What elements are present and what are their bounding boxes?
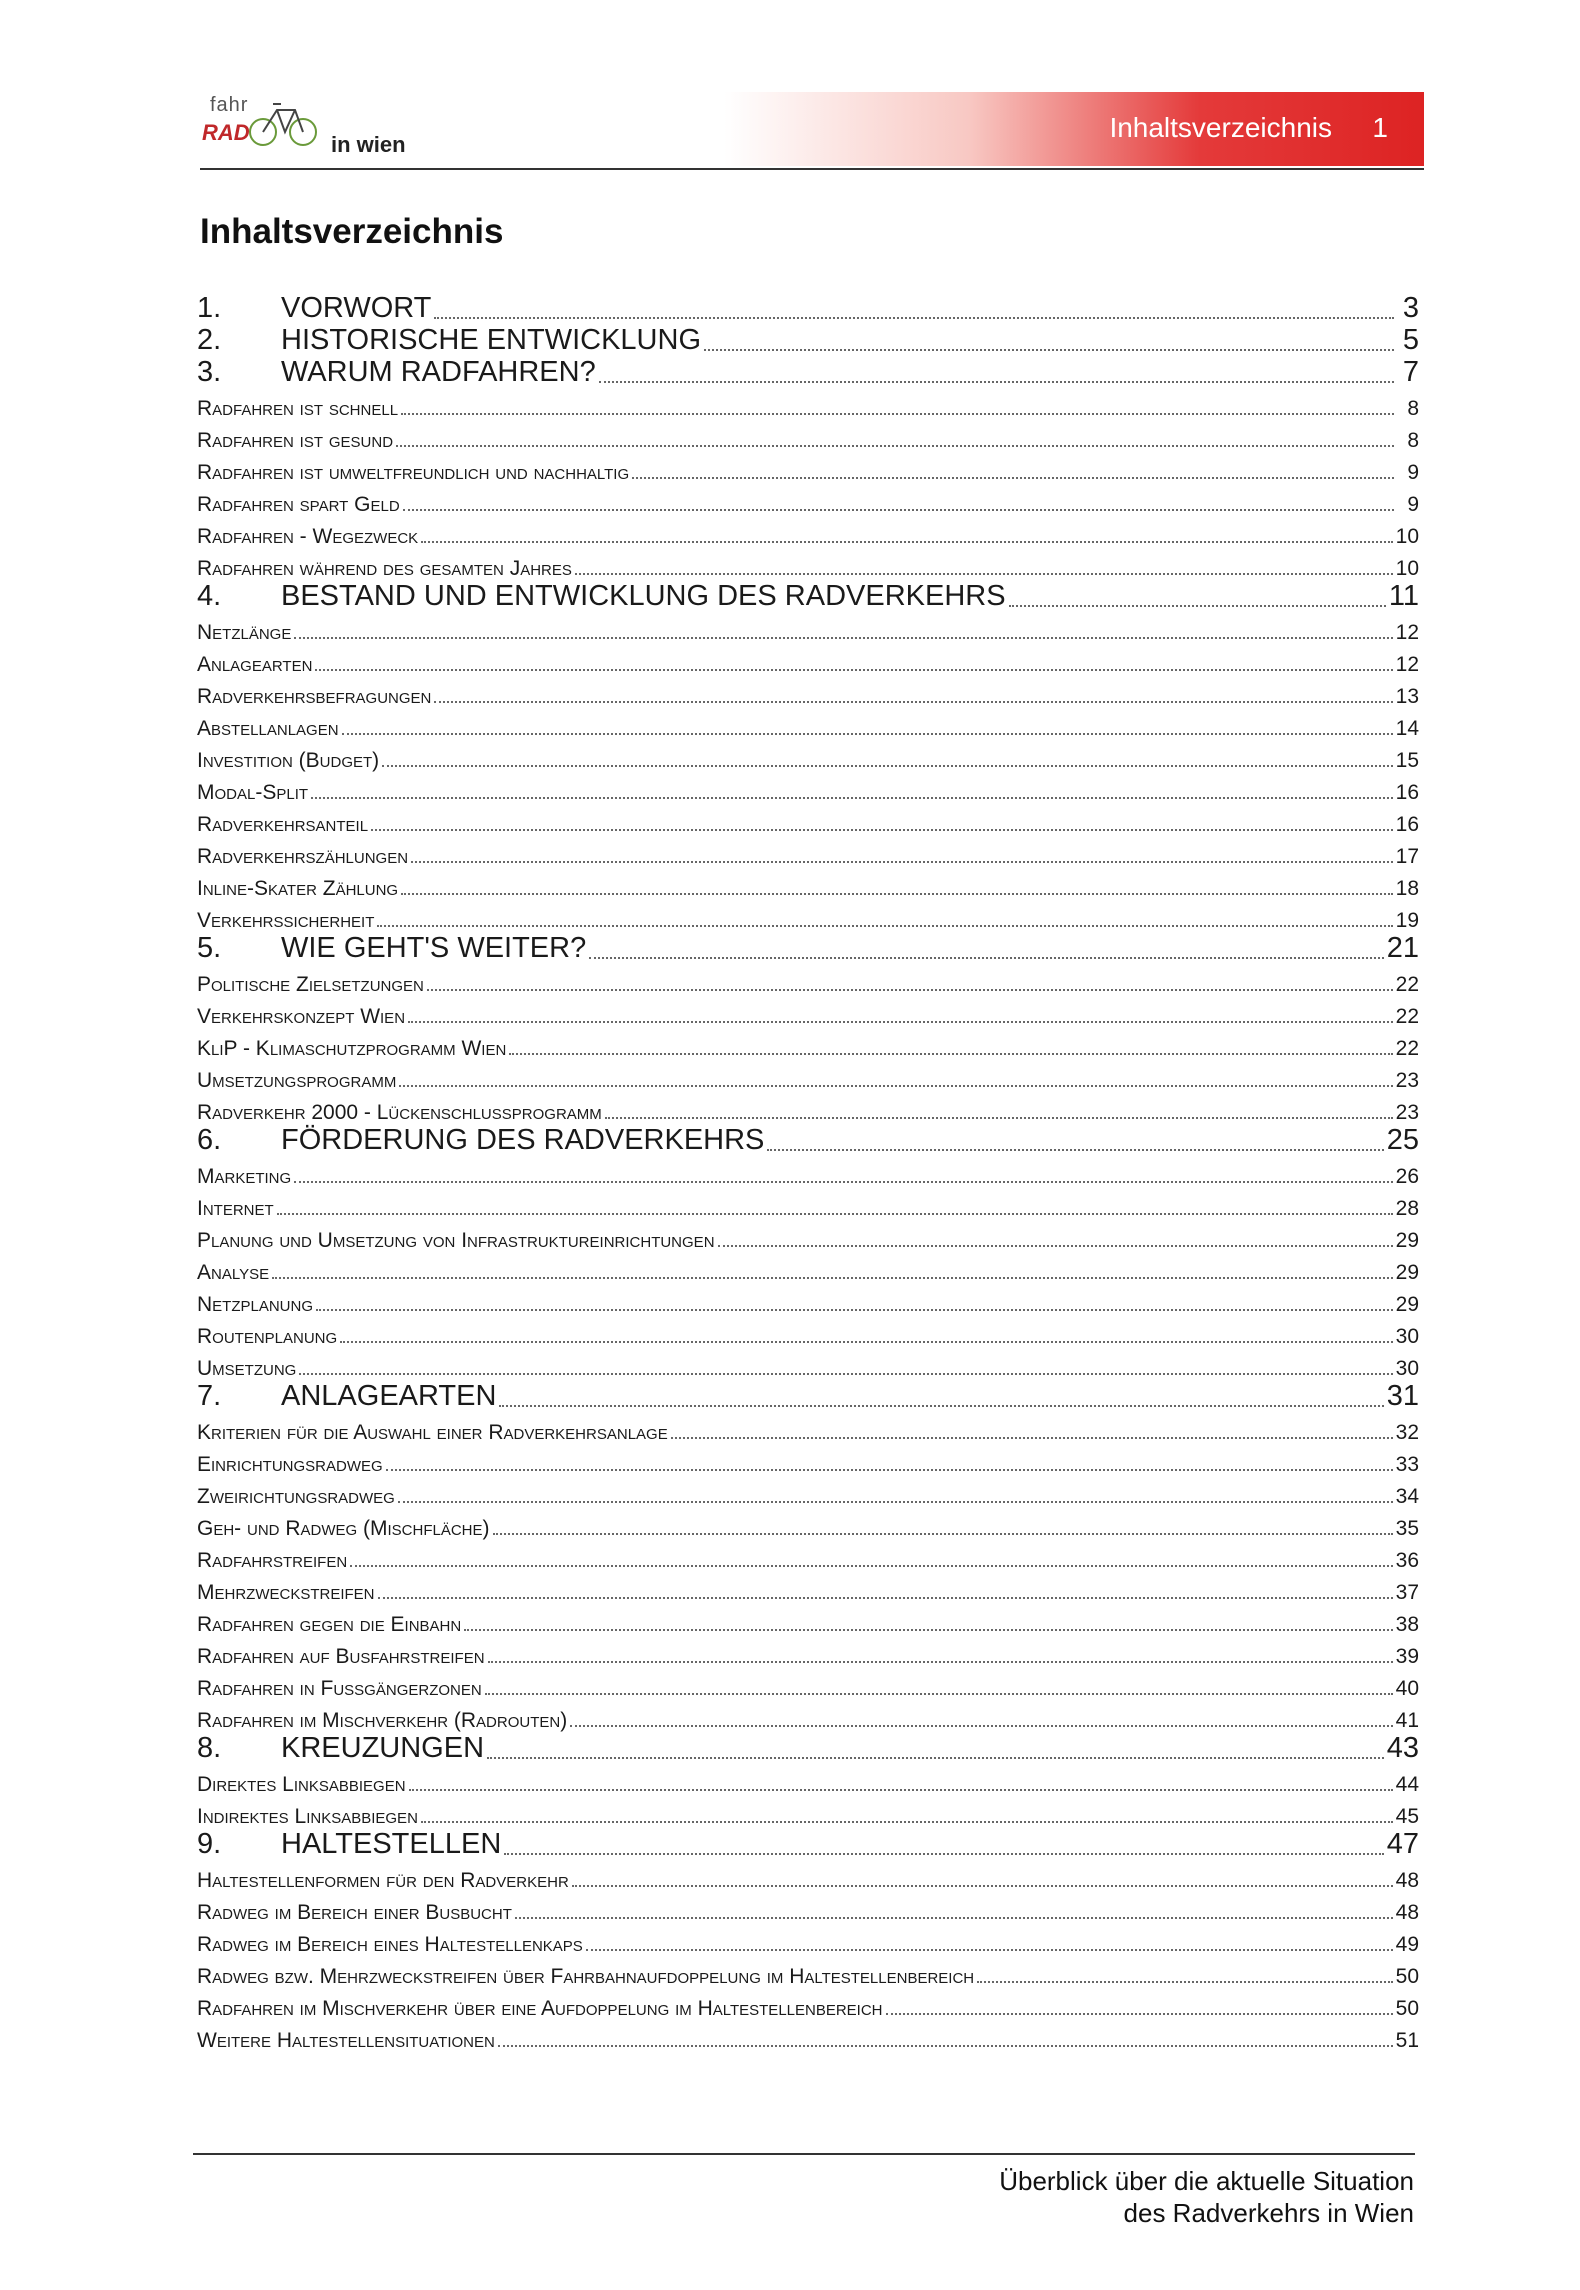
toc-page-number: 40 [1395, 1677, 1419, 1700]
toc-page-number: 30 [1395, 1325, 1419, 1348]
toc-entry[interactable] [197, 1317, 1419, 1349]
dot-leader [886, 2013, 1393, 2015]
toc-label: BESTAND UND ENTWICKLUNG DES RADVERKEHRS [281, 580, 1006, 612]
toc-page-number: 23 [1395, 1069, 1419, 1092]
section-title: Inhaltsverzeichnis [1109, 112, 1332, 143]
toc-page-number: 15 [1395, 749, 1419, 772]
toc-label: WIE GEHT'S WEITER? [281, 932, 587, 964]
toc-page-number: 50 [1395, 1965, 1419, 1988]
toc-page-number: 5 [1402, 324, 1419, 356]
toc-page-number: 29 [1395, 1261, 1419, 1284]
toc-label: Radverkehr 2000 - Lückenschlussprogramm [197, 1101, 602, 1124]
toc-page-number: 11 [1388, 580, 1419, 612]
toc-entry[interactable] [197, 645, 1419, 677]
fahrrad-logo [200, 90, 330, 170]
toc-entry[interactable] [197, 1189, 1419, 1221]
dot-leader [977, 1981, 1393, 1983]
dot-leader [299, 1373, 1392, 1375]
dot-leader [570, 1725, 1392, 1727]
toc-page-number: 17 [1395, 845, 1419, 868]
toc-page-number: 48 [1395, 1869, 1419, 1892]
dot-leader [316, 1309, 1393, 1311]
toc-entry[interactable] [197, 1925, 1419, 1957]
dot-leader [371, 829, 1393, 831]
toc-entry[interactable] [197, 1573, 1419, 1605]
toc-chapter-number: 2. [197, 324, 222, 356]
toc-page-number: 41 [1395, 1709, 1419, 1732]
toc-label: VORWORT [281, 292, 432, 324]
dot-leader [434, 701, 1392, 703]
toc-entry[interactable] [197, 421, 1419, 453]
dot-leader [488, 1661, 1393, 1663]
toc-label: FÖRDERUNG DES RADVERKEHRS [281, 1124, 765, 1156]
toc-entry[interactable] [197, 1861, 1419, 1893]
toc-label: Politische Zielsetzungen [197, 973, 424, 996]
toc-label: Radverkehrszählungen [197, 845, 409, 868]
toc-chapter[interactable] [197, 293, 1419, 325]
toc-entry[interactable] [197, 389, 1419, 421]
toc-entry[interactable] [197, 1285, 1419, 1317]
toc-entry[interactable] [197, 1413, 1419, 1445]
dot-leader [632, 477, 1394, 479]
dot-leader [599, 381, 1394, 383]
toc-chapter-number: 5. [197, 932, 222, 964]
toc-label: Abstellanlagen [197, 717, 339, 740]
toc-entry[interactable] [197, 741, 1419, 773]
toc-page-number: 29 [1395, 1293, 1419, 1316]
toc-page-number: 34 [1395, 1485, 1419, 1508]
toc-page-number: 18 [1395, 877, 1419, 900]
toc-entry[interactable] [197, 1157, 1419, 1189]
toc-page-number: 25 [1386, 1124, 1419, 1156]
toc-page-number: 13 [1395, 685, 1419, 708]
toc-label: Radweg im Bereich einer Busbucht [197, 1901, 512, 1924]
toc-chapter-number: 1. [197, 292, 222, 324]
dot-leader [515, 1917, 1393, 1919]
dot-leader [572, 1885, 1393, 1887]
toc-entry[interactable] [197, 773, 1419, 805]
toc-entry[interactable] [197, 869, 1419, 901]
toc-entry[interactable] [197, 2021, 1419, 2053]
footer-line-1: Überblick über die aktuelle Situation [999, 2166, 1414, 2196]
toc-entry[interactable] [197, 901, 1419, 933]
toc-entry[interactable] [197, 517, 1419, 549]
toc-page-number: 21 [1386, 932, 1419, 964]
toc-page-number: 9 [1407, 493, 1419, 516]
toc-page-number: 39 [1395, 1645, 1419, 1668]
toc-entry[interactable] [197, 1989, 1419, 2021]
toc-page-number: 9 [1407, 461, 1419, 484]
toc-label: HALTESTELLEN [281, 1828, 502, 1860]
toc-page-number: 36 [1395, 1549, 1419, 1572]
dot-leader [605, 1117, 1393, 1119]
toc-label: Radfahren ist umweltfreundlich und nachhaltig [197, 461, 630, 484]
toc-chapter-number: 9. [197, 1828, 222, 1860]
toc-chapter[interactable] [197, 325, 1419, 357]
toc-label: Einrichtungsradweg [197, 1453, 383, 1476]
toc-label: Verkehrskonzept Wien [197, 1005, 406, 1028]
dot-leader [342, 733, 1393, 735]
dot-leader [586, 1949, 1393, 1951]
dot-leader [411, 861, 1393, 863]
toc-entry[interactable] [197, 1029, 1419, 1061]
toc-label: KREUZUNGEN [281, 1732, 485, 1764]
toc-page-number: 23 [1395, 1101, 1419, 1124]
dot-leader [434, 317, 1394, 319]
toc-chapter-number: 3. [197, 356, 222, 388]
dot-leader [504, 1853, 1383, 1855]
toc-page-number: 37 [1395, 1581, 1419, 1604]
toc-page-number: 22 [1395, 1005, 1419, 1028]
toc-label: Netzplanung [197, 1293, 314, 1316]
toc-page-number: 50 [1395, 1997, 1419, 2020]
toc-label: Umsetzungsprogramm [197, 1069, 397, 1092]
toc-label: Haltestellenformen für den Radverkehr [197, 1869, 569, 1892]
toc-label: Direktes Linksabbiegen [197, 1773, 406, 1796]
toc-page-number: 43 [1386, 1732, 1419, 1764]
toc-label: Kriterien für die Auswahl einer Radverkehrsanlage [197, 1421, 668, 1444]
dot-leader [493, 1533, 1393, 1535]
footer-divider [193, 2153, 1415, 2155]
toc-page-number: 44 [1395, 1773, 1419, 1796]
dot-leader [421, 1821, 1393, 1823]
toc-page-number: 30 [1395, 1357, 1419, 1380]
toc-page-number: 29 [1395, 1229, 1419, 1252]
toc-entry[interactable] [197, 1701, 1419, 1733]
toc-page-number: 31 [1386, 1380, 1419, 1412]
toc-entry[interactable] [197, 709, 1419, 741]
dot-leader [427, 989, 1393, 991]
toc-page-number: 16 [1395, 781, 1419, 804]
toc-chapter[interactable] [197, 1381, 1419, 1413]
toc-page-number: 3 [1402, 292, 1419, 324]
dot-leader [409, 1789, 1393, 1791]
toc-chapter[interactable] [197, 1733, 1419, 1765]
dot-leader [311, 797, 1393, 799]
section-banner [724, 92, 1424, 166]
toc-page-number: 10 [1395, 557, 1419, 580]
toc-entry[interactable] [197, 1477, 1419, 1509]
toc-entry[interactable] [197, 997, 1419, 1029]
toc-entry[interactable] [197, 1349, 1419, 1381]
toc-entry[interactable] [197, 1093, 1419, 1125]
toc-label: Radweg bzw. Mehrzweckstreifen über Fahrbahnaufdoppelung im Haltestellenbereich [197, 1965, 975, 1988]
dot-leader [294, 637, 1392, 639]
toc-chapter-number: 8. [197, 1732, 222, 1764]
toc-entry[interactable] [197, 805, 1419, 837]
toc-label: Routenplanung [197, 1325, 338, 1348]
dot-leader [403, 509, 1394, 511]
toc-page-number: 51 [1395, 2029, 1419, 2052]
page-number: 1 [1372, 112, 1388, 143]
toc-entry[interactable] [197, 549, 1419, 581]
toc-label: Investition (Budget) [197, 749, 380, 772]
footer-caption [999, 2165, 1414, 2229]
page-title: Inhaltsverzeichnis [200, 212, 504, 251]
toc-entry[interactable] [197, 453, 1419, 485]
toc-label: Radfahren im Mischverkehr (Radrouten) [197, 1709, 568, 1732]
dot-leader [377, 925, 1392, 927]
toc-label: Umsetzung [197, 1357, 297, 1380]
toc-page-number: 33 [1395, 1453, 1419, 1476]
dot-leader [315, 669, 1392, 671]
toc-entry[interactable] [197, 1541, 1419, 1573]
toc-label: Internet [197, 1197, 274, 1220]
toc-label: Radverkehrsbefragungen [197, 685, 432, 708]
toc-label: Netzlänge [197, 621, 292, 644]
dot-leader [487, 1757, 1384, 1759]
toc-page-number: 48 [1395, 1901, 1419, 1924]
toc-chapter-number: 6. [197, 1124, 222, 1156]
toc-chapter[interactable] [197, 933, 1419, 965]
toc-label: Radfahren - Wegezweck [197, 525, 419, 548]
toc-label: Radfahren ist schnell [197, 397, 399, 420]
toc-chapter[interactable] [197, 357, 1419, 389]
toc-label: Planung und Umsetzung von Infrastruktureinrichtungen [197, 1229, 715, 1252]
toc-label: HISTORISCHE ENTWICKLUNG [281, 324, 702, 356]
toc-page-number: 35 [1395, 1517, 1419, 1540]
toc-page-number: 47 [1386, 1828, 1419, 1860]
toc-entry[interactable] [197, 1221, 1419, 1253]
logo-subtitle: in wien [331, 132, 406, 157]
toc-label: Geh- und Radweg (Mischfläche) [197, 1517, 490, 1540]
toc-label: Radfahren spart Geld [197, 493, 400, 516]
toc-entry[interactable] [197, 1893, 1419, 1925]
toc-page-number: 10 [1395, 525, 1419, 548]
toc-page-number: 22 [1395, 973, 1419, 996]
toc-entry[interactable] [197, 1445, 1419, 1477]
toc-entry[interactable] [197, 965, 1419, 997]
dot-leader [396, 445, 1394, 447]
toc-label: Radfahren im Mischverkehr über eine Aufdoppelung im Haltestellenbereich [197, 1997, 883, 2020]
dot-leader [485, 1693, 1393, 1695]
toc-entry[interactable] [197, 1637, 1419, 1669]
toc-entry[interactable] [197, 1957, 1419, 1989]
dot-leader [767, 1149, 1383, 1151]
logo-text-bottom: RAD [202, 120, 250, 145]
logo-text-top: fahr [210, 94, 249, 116]
toc-page-number: 12 [1395, 621, 1419, 644]
toc-entry[interactable] [197, 1061, 1419, 1093]
dot-leader [1009, 605, 1386, 607]
toc-page-number: 16 [1395, 813, 1419, 836]
toc-page-number: 7 [1402, 356, 1419, 388]
toc-entry[interactable] [197, 1669, 1419, 1701]
toc-entry[interactable] [197, 1605, 1419, 1637]
toc-chapter[interactable] [197, 581, 1419, 613]
toc-label: KliP - Klimaschutzprogramm Wien [197, 1037, 507, 1060]
toc-entry[interactable] [197, 1765, 1419, 1797]
dot-leader [386, 1469, 1393, 1471]
toc-entry[interactable] [197, 1797, 1419, 1829]
dot-leader [382, 765, 1392, 767]
footer-line-2: des Radverkehrs in Wien [1123, 2198, 1414, 2228]
toc-label: Weitere Haltestellensituationen [197, 2029, 495, 2052]
bicycle-icon [245, 90, 325, 150]
toc-label: WARUM RADFAHREN? [281, 356, 596, 388]
toc-label: Radfahren auf Busfahrstreifen [197, 1645, 485, 1668]
dot-leader [401, 413, 1394, 415]
toc-label: Modal-Split [197, 781, 309, 804]
toc-page-number: 12 [1395, 653, 1419, 676]
toc-label: Radfahren in Fußgängerzonen [197, 1677, 482, 1700]
toc-label: Radfahren gegen die Einbahn [197, 1613, 462, 1636]
toc-page-number: 28 [1395, 1197, 1419, 1220]
toc-chapter[interactable] [197, 1125, 1419, 1157]
toc-page-number: 19 [1395, 909, 1419, 932]
toc-chapter[interactable] [197, 1829, 1419, 1861]
dot-leader [499, 1405, 1383, 1407]
dot-leader [589, 957, 1384, 959]
toc-label: Analyse [197, 1261, 270, 1284]
toc-label: Inline-Skater Zählung [197, 877, 399, 900]
dot-leader [399, 1085, 1392, 1087]
toc-entry[interactable] [197, 613, 1419, 645]
dot-leader [350, 1565, 1392, 1567]
toc-page-number: 22 [1395, 1037, 1419, 1060]
dot-leader [408, 1021, 1393, 1023]
page-header [200, 88, 1424, 174]
toc-entry[interactable] [197, 677, 1419, 709]
toc-label: Verkehrssicherheit [197, 909, 375, 932]
dot-leader [272, 1277, 1393, 1279]
toc-label: Indirektes Linksabbiegen [197, 1805, 418, 1828]
dot-leader [378, 1597, 1393, 1599]
dot-leader [509, 1053, 1392, 1055]
toc-page-number: 45 [1395, 1805, 1419, 1828]
toc-label: Radfahrstreifen [197, 1549, 348, 1572]
dot-leader [671, 1437, 1393, 1439]
toc-page-number: 8 [1407, 397, 1419, 420]
toc-entry[interactable] [197, 485, 1419, 517]
toc-page-number: 49 [1395, 1933, 1419, 1956]
toc-entry[interactable] [197, 1253, 1419, 1285]
toc-label: Radweg im Bereich eines Haltestellenkaps [197, 1933, 583, 1956]
dot-leader [398, 1501, 1393, 1503]
toc-label: ANLAGEARTEN [281, 1380, 497, 1412]
toc-label: Zweirichtungsradweg [197, 1485, 395, 1508]
toc-page-number: 38 [1395, 1613, 1419, 1636]
toc-chapter-number: 4. [197, 580, 222, 612]
toc-entry[interactable] [197, 837, 1419, 869]
toc-label: Marketing [197, 1165, 292, 1188]
table-of-contents [197, 293, 1419, 2053]
toc-label: Anlagearten [197, 653, 313, 676]
toc-page-number: 14 [1395, 717, 1419, 740]
toc-entry[interactable] [197, 1509, 1419, 1541]
toc-chapter-number: 7. [197, 1380, 222, 1412]
dot-leader [294, 1181, 1392, 1183]
dot-leader [718, 1245, 1393, 1247]
toc-label: Radverkehrsanteil [197, 813, 369, 836]
toc-page-number: 8 [1407, 429, 1419, 452]
dot-leader [498, 2045, 1393, 2047]
toc-label: Radfahren während des gesamten Jahres [197, 557, 572, 580]
dot-leader [704, 349, 1394, 351]
dot-leader [340, 1341, 1392, 1343]
dot-leader [277, 1213, 1393, 1215]
toc-page-number: 32 [1395, 1421, 1419, 1444]
toc-page-number: 26 [1395, 1165, 1419, 1188]
dot-leader [401, 893, 1393, 895]
dot-leader [421, 541, 1392, 543]
toc-label: Radfahren ist gesund [197, 429, 394, 452]
dot-leader [575, 573, 1393, 575]
dot-leader [464, 1629, 1392, 1631]
header-divider [200, 168, 1424, 170]
toc-label: Mehrzweckstreifen [197, 1581, 375, 1604]
